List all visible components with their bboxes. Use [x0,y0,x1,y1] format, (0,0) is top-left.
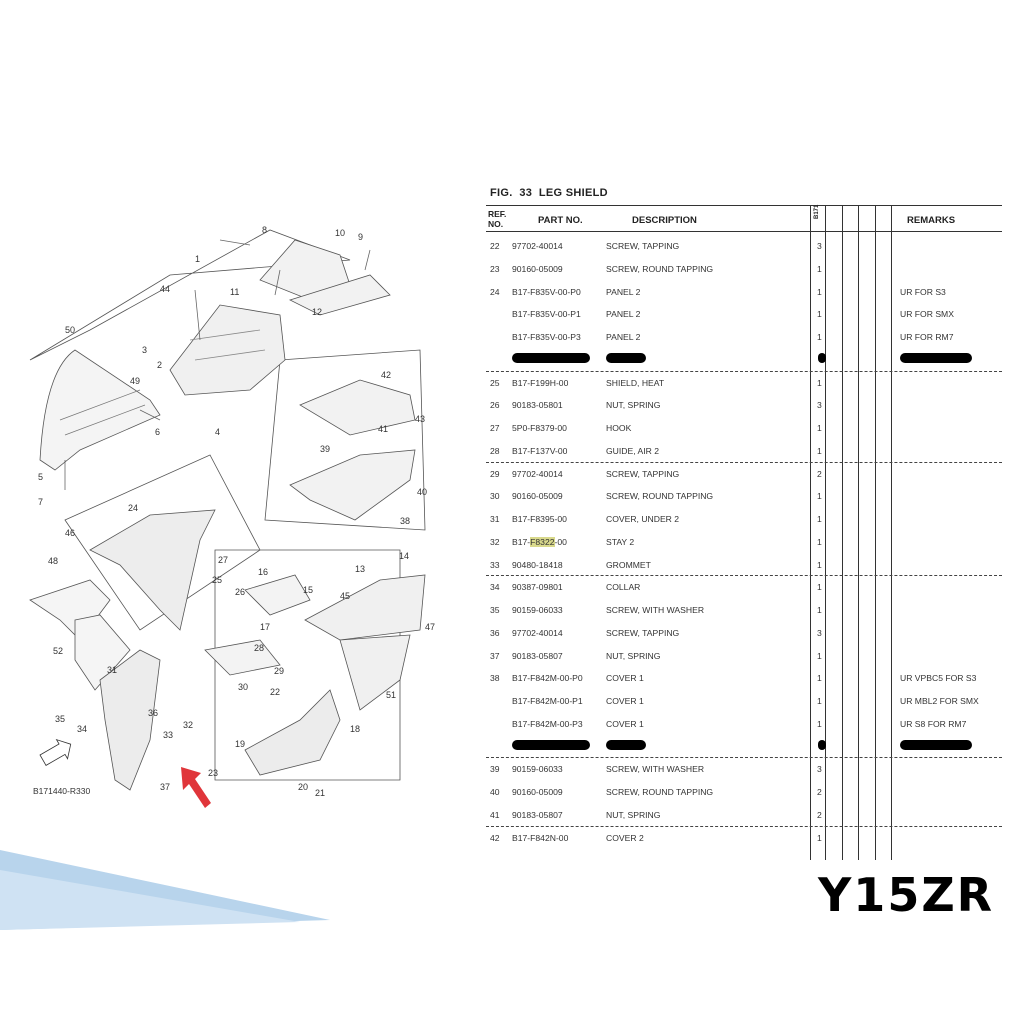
cell-quantity: 1 [817,582,822,593]
cell-part-no: B17-F835V-00-P1 [512,309,581,320]
cell-description: SCREW, TAPPING [606,241,680,251]
cell-part-no: 90160-05009 [512,787,563,797]
header-col-code: B171 [814,204,820,219]
redacted-bar [512,353,590,363]
cell-quantity: 3 [817,241,822,251]
cell-quantity: 1 [817,423,822,433]
svg-text:43: 43 [415,414,426,424]
svg-text:17: 17 [260,622,271,632]
cell-ref-no: 36 [490,627,500,638]
figure-label: FIG. [490,187,513,199]
cell-part-no: 90183-05801 [512,400,563,411]
cell-remarks: UR FOR RM7 [900,332,954,342]
svg-text:44: 44 [160,284,171,294]
diagram-code: B171440-R330 [33,786,91,796]
cell-quantity: 1 [817,514,822,524]
svg-text:40: 40 [417,487,428,497]
cell-ref-no: 41 [490,809,500,820]
svg-text:27: 27 [218,555,229,565]
svg-text:46: 46 [65,528,76,538]
cell-description: SCREW, WITH WASHER [606,605,705,615]
svg-text:35: 35 [55,714,66,724]
cell-part-no: B17-F8395-00 [512,514,567,524]
redacted-bar [606,353,646,363]
svg-text:28: 28 [254,643,265,653]
svg-text:34: 34 [77,724,88,734]
svg-text:39: 39 [320,444,331,454]
cell-description: COLLAR [606,582,641,593]
cell-ref-no: 40 [490,787,500,797]
cell-quantity: 1 [817,673,822,684]
svg-text:13: 13 [355,564,366,574]
cell-description: GROMMET [606,559,651,570]
cell-part-no: 90183-05807 [512,809,563,820]
cell-quantity: 1 [817,491,822,502]
cell-quantity: 3 [817,627,822,638]
cell-remarks: UR VPBC5 FOR S3 [900,673,977,684]
cell-description: GUIDE, AIR 2 [606,445,660,456]
figure-title [490,187,608,199]
cell-ref-no: 32 [490,536,500,547]
cell-ref-no: 29 [490,468,500,479]
cell-description: NUT, SPRING [606,809,661,820]
redacted-bar [512,740,590,750]
cell-quantity: 2 [817,468,822,479]
redacted-bar [900,740,972,750]
cell-description: SCREW, ROUND TAPPING [606,491,714,502]
cell-part-no: B17-F835V-00-P0 [512,286,581,297]
cell-quantity: 3 [817,400,822,411]
cell-quantity: 2 [817,787,822,797]
svg-text:22: 22 [270,687,281,697]
cell-part-no: B17-F842M-00-P1 [512,696,583,706]
cell-part-no: 90159-06033 [512,605,563,615]
svg-text:19: 19 [235,739,246,749]
red-arrow-icon [175,765,215,810]
svg-text:50: 50 [65,325,76,335]
cell-ref-no: 26 [490,400,500,411]
cell-quantity: 1 [817,309,822,320]
cell-quantity: 1 [817,536,822,547]
cell-description: NUT, SPRING [606,400,661,411]
cell-description: PANEL 2 [606,286,641,297]
cell-ref-no: 33 [490,559,500,570]
cell-description: NUT, SPRING [606,650,661,661]
row-separator [486,462,1002,463]
exploded-parts-diagram [20,220,470,810]
svg-text:20: 20 [298,782,309,792]
svg-text:6: 6 [155,427,161,437]
figure-name: LEG SHIELD [538,187,608,199]
header-remarks: REMARKS [907,215,956,226]
cell-part-no: 97702-40014 [512,627,563,638]
cell-description: SCREW, ROUND TAPPING [606,263,714,274]
row-separator [486,826,1002,827]
svg-text:3: 3 [142,345,148,355]
cell-description: SCREW, ROUND TAPPING [606,787,714,797]
redacted-bar [606,740,646,750]
svg-text:12: 12 [312,307,323,317]
cell-ref-no: 30 [490,491,500,502]
svg-text:16: 16 [258,567,269,577]
cell-part-no: 90160-05009 [512,491,563,502]
svg-text:18: 18 [350,724,361,734]
cell-description: COVER 1 [606,673,644,684]
cell-remarks: UR MBL2 FOR SMX [900,696,979,706]
parts-table [486,185,1006,865]
cell-ref-no: 34 [490,582,500,593]
cell-ref-no: 27 [490,423,500,433]
header-part-no: PART NO. [538,215,583,226]
svg-text:1: 1 [195,254,201,264]
svg-text:45: 45 [340,591,351,601]
cell-part-no: B17-F842N-00 [512,832,569,843]
cell-quantity: 1 [817,332,822,342]
cell-description: PANEL 2 [606,309,641,320]
svg-text:21: 21 [315,788,326,798]
redacted-bar [818,740,826,750]
decorative-swoosh [0,830,400,930]
cell-ref-no: 37 [490,650,500,661]
cell-quantity: 1 [817,718,822,729]
redacted-bar [900,353,972,363]
svg-text:42: 42 [381,370,392,380]
highlighted-part-segment: F8322 [530,536,555,547]
cell-description: PANEL 2 [606,332,641,342]
cell-ref-no: 42 [490,832,500,843]
svg-text:36: 36 [148,708,159,718]
cell-description: SCREW, TAPPING [606,468,680,479]
figure-number: 33 [519,187,533,199]
svg-text:25: 25 [212,575,223,585]
cell-description: COVER, UNDER 2 [606,514,680,524]
cell-ref-no: 38 [490,673,500,684]
svg-text:14: 14 [399,551,410,561]
redacted-bar [818,353,826,363]
header-ref-no: REF. NO. [488,209,507,229]
svg-text:47: 47 [425,622,436,632]
cell-remarks: UR S8 FOR RM7 [900,718,967,729]
cell-part-no: 90387-09801 [512,582,563,593]
model-label: Y15ZR [818,868,995,922]
cell-description: SCREW, TAPPING [606,627,680,638]
cell-part-no: B17-F835V-00-P3 [512,332,581,342]
svg-text:41: 41 [378,424,389,434]
cell-description: COVER 1 [606,718,644,729]
cell-quantity: 3 [817,764,822,775]
row-separator [486,757,1002,758]
cell-quantity: 1 [817,559,822,570]
cell-description: SHIELD, HEAT [606,377,665,388]
svg-text:51: 51 [386,690,397,700]
cell-quantity: 2 [817,809,822,820]
cell-part-no: B17-F842M-00-P3 [512,718,583,729]
cell-ref-no: 39 [490,764,500,775]
cell-description: COVER 1 [606,696,644,706]
svg-text:33: 33 [163,730,174,740]
svg-text:48: 48 [48,556,59,566]
cell-quantity: 1 [817,605,822,615]
cell-part-no: 90183-05807 [512,650,563,661]
svg-text:5: 5 [38,472,44,482]
cell-remarks: UR FOR S3 [900,286,946,297]
cell-part-no: B17-F842M-00-P0 [512,673,583,684]
cell-quantity: 1 [817,650,822,661]
row-separator [486,371,1002,372]
cell-ref-no: 23 [490,263,500,274]
cell-quantity: 1 [817,832,822,843]
cell-quantity: 1 [817,377,822,388]
cell-ref-no: 25 [490,377,500,388]
cell-part-no: 97702-40014 [512,241,563,251]
svg-text:37: 37 [160,782,171,792]
svg-text:49: 49 [130,376,141,386]
svg-text:24: 24 [128,503,139,513]
cell-ref-no: 28 [490,445,500,456]
cell-description: SCREW, WITH WASHER [606,764,705,775]
cell-quantity: 1 [817,263,822,274]
cell-quantity: 1 [817,445,822,456]
svg-text:7: 7 [38,497,44,507]
cell-description: STAY 2 [606,536,635,547]
cell-part-no: B17-F8322-00 [512,536,567,547]
cell-ref-no: 31 [490,514,500,524]
svg-text:15: 15 [303,585,314,595]
cell-part-no: B17-F137V-00 [512,445,568,456]
cell-part-no: 5P0-F8379-00 [512,423,567,433]
svg-text:38: 38 [400,516,411,526]
cell-remarks: UR FOR SMX [900,309,954,320]
svg-text:2: 2 [157,360,163,370]
cell-part-no: B17-F199H-00 [512,377,569,388]
svg-text:10: 10 [335,228,346,238]
svg-text:11: 11 [230,287,240,297]
cell-quantity: 1 [817,286,822,297]
header-description: DESCRIPTION [632,215,697,226]
svg-text:8: 8 [262,225,268,235]
row-separator [486,575,1002,576]
svg-text:23: 23 [208,768,219,778]
svg-text:32: 32 [183,720,194,730]
cell-part-no: 90480-18418 [512,559,563,570]
cell-part-no: 90159-06033 [512,764,563,775]
cell-description: HOOK [606,423,632,433]
svg-text:9: 9 [358,232,364,242]
cell-ref-no: 22 [490,241,500,251]
svg-text:26: 26 [235,587,246,597]
cell-ref-no: 35 [490,605,500,615]
cell-description: COVER 2 [606,832,644,843]
cell-part-no: 97702-40014 [512,468,563,479]
svg-text:29: 29 [274,666,285,676]
cell-ref-no: 24 [490,286,500,297]
cell-part-no: 90160-05009 [512,263,563,274]
svg-text:30: 30 [238,682,249,692]
svg-text:52: 52 [53,646,64,656]
svg-text:4: 4 [215,427,221,437]
svg-text:31: 31 [107,665,118,675]
cell-quantity: 1 [817,696,822,706]
